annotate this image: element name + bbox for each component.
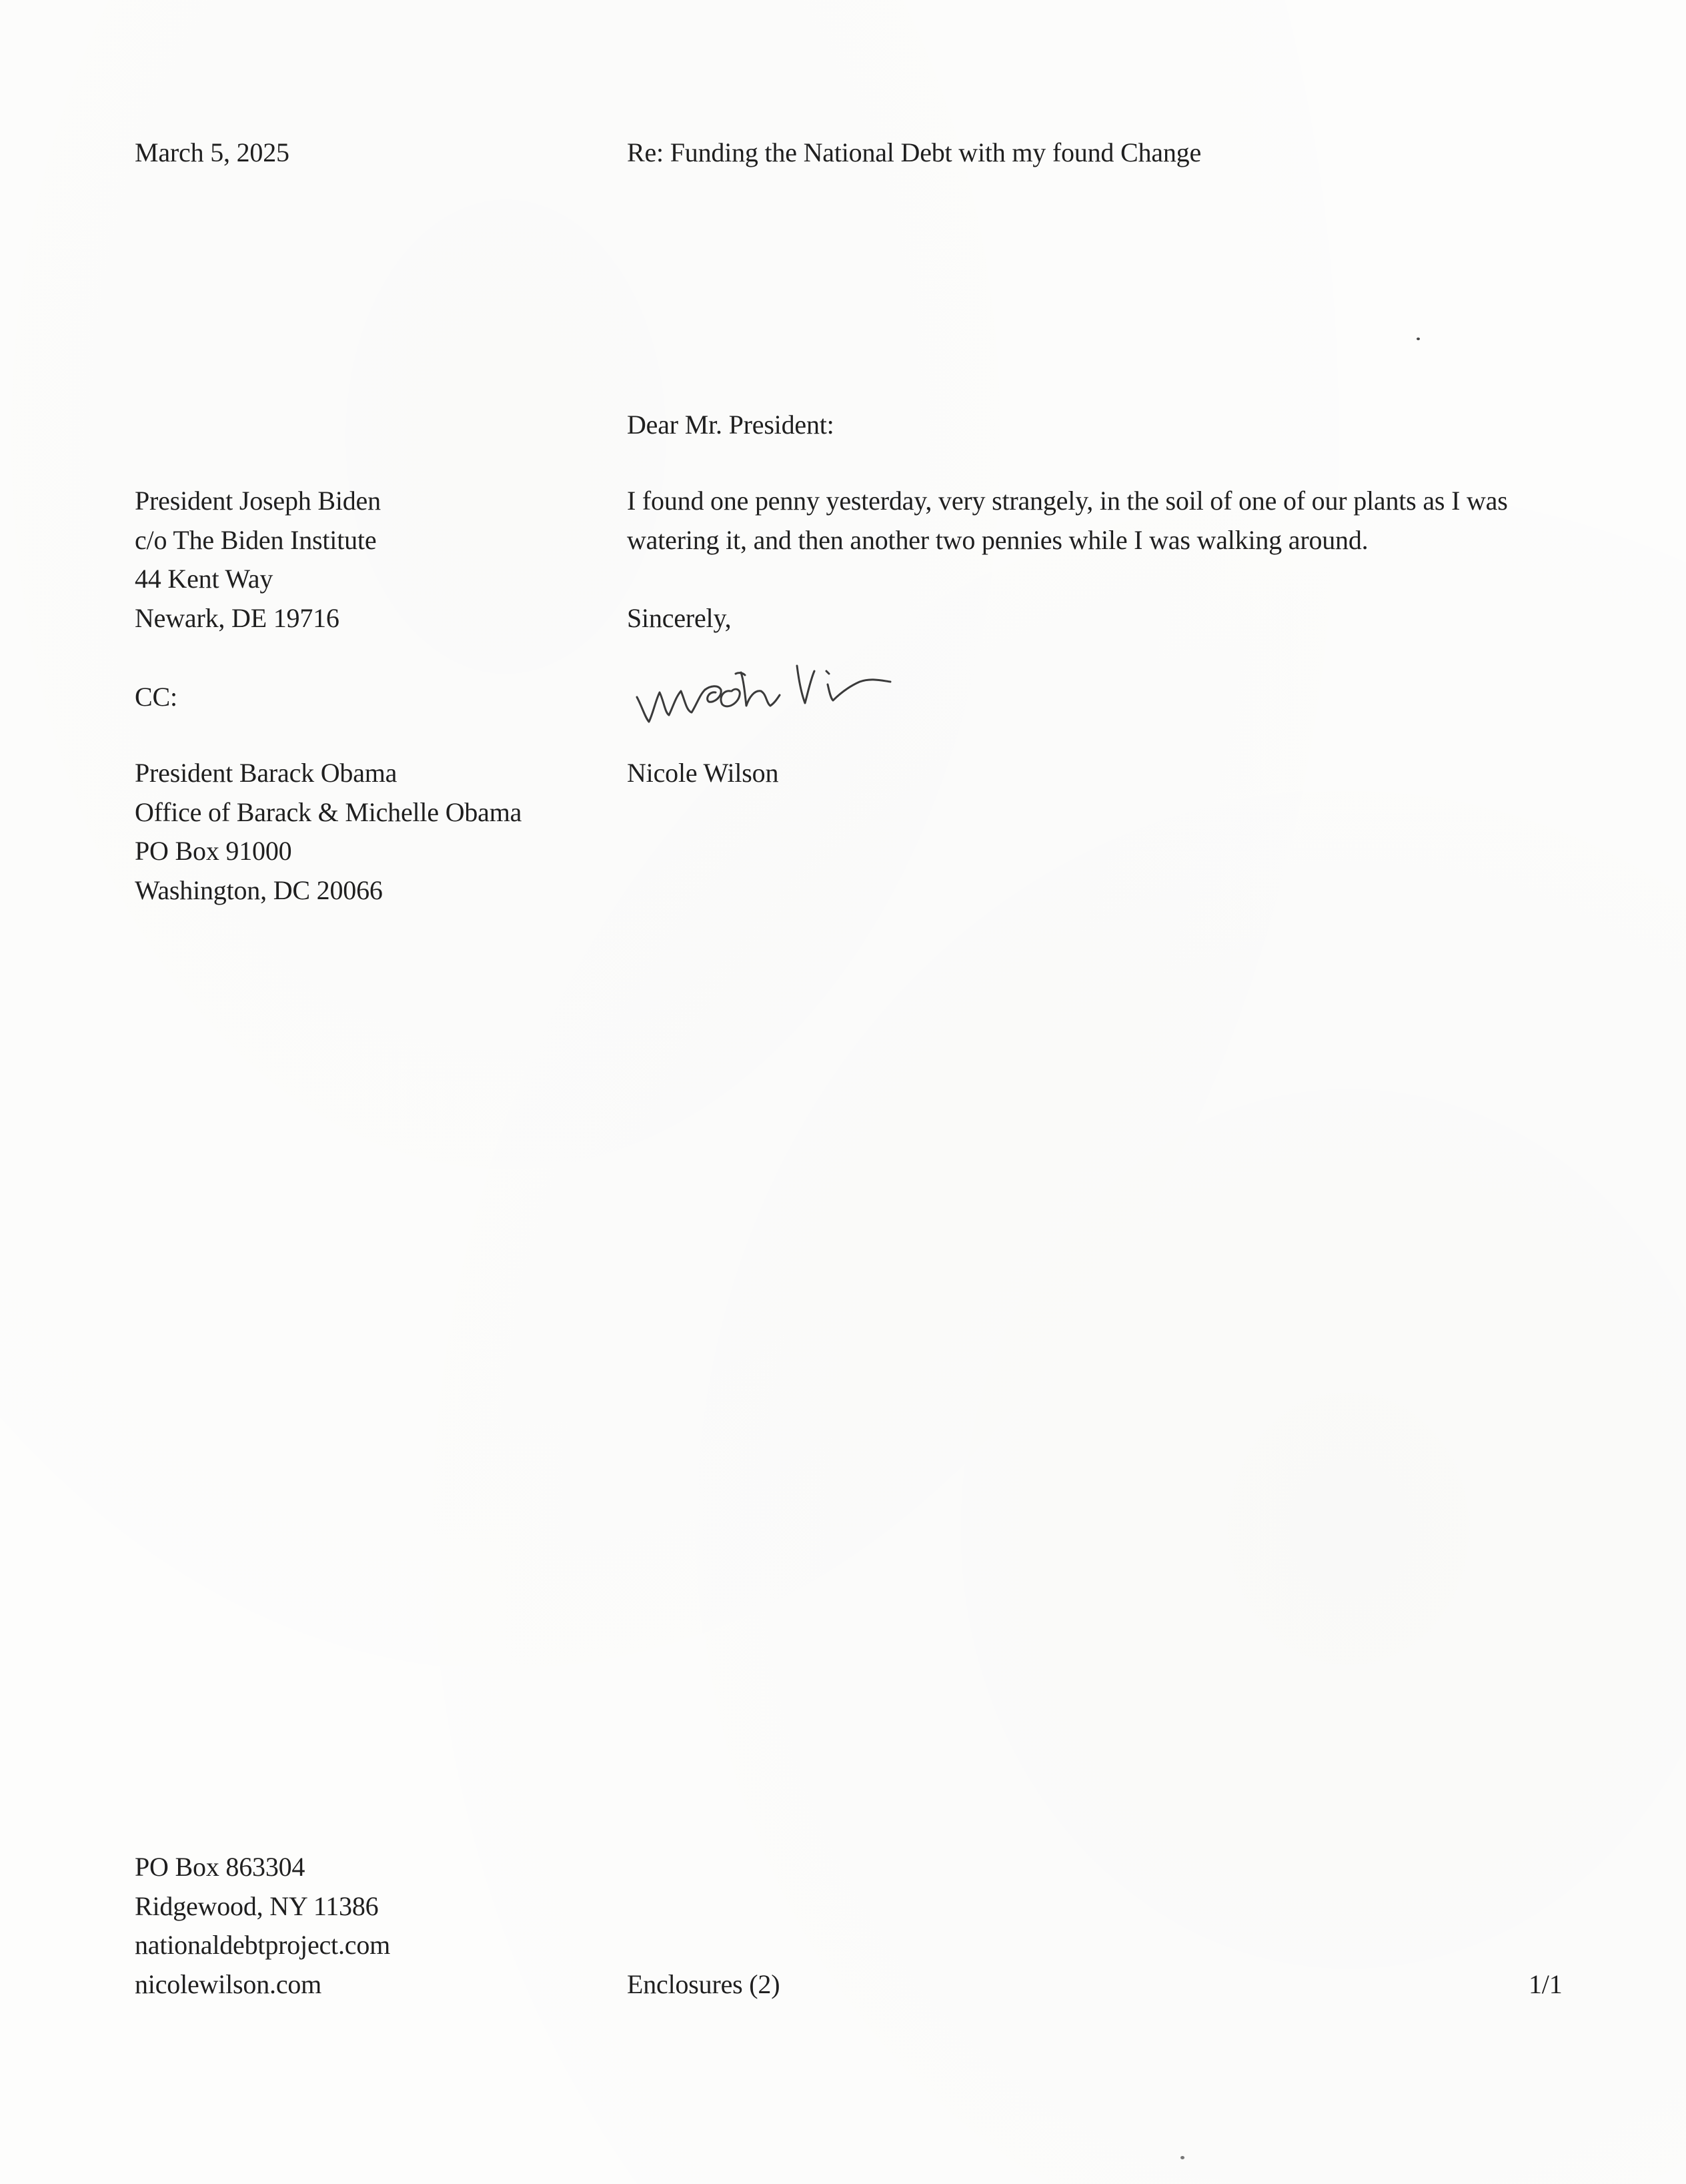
- recipient-line: Newark, DE 19716: [135, 602, 339, 633]
- sender-name: Nicole Wilson: [627, 758, 779, 788]
- paper-speck: [1417, 338, 1420, 340]
- cc-recipient-address: [135, 754, 522, 910]
- salutation: Dear Mr. President:: [627, 410, 834, 440]
- body-line: I found one penny yesterday, very strangely, in the soil of one of our plants as I was: [627, 486, 1508, 516]
- recipient-line: President Joseph Biden: [135, 486, 381, 516]
- paper-speck: [1180, 2156, 1184, 2159]
- cc-line: Washington, DC 20066: [135, 875, 383, 905]
- handwritten-signature: [630, 634, 937, 734]
- recipient-address: [135, 482, 381, 638]
- cc-line: PO Box 91000: [135, 836, 292, 866]
- sender-address-line: nationaldebtproject.com: [135, 1930, 391, 1960]
- enclosures-note: Enclosures (2): [627, 1969, 780, 1999]
- page-number: 1/1: [1529, 1969, 1563, 1999]
- letter-date: March 5, 2025: [135, 137, 289, 167]
- sender-address-line: Ridgewood, NY 11386: [135, 1890, 379, 1921]
- sender-address-line: PO Box 863304: [135, 1852, 305, 1882]
- cc-line: Office of Barack & Michelle Obama: [135, 796, 522, 827]
- letter-subject: Re: Funding the National Debt with my found Change: [627, 137, 1201, 167]
- cc-label: CC:: [135, 682, 177, 712]
- sender-address-line: nicolewilson.com: [135, 1969, 322, 1999]
- recipient-line: 44 Kent Way: [135, 564, 273, 594]
- cc-line: President Barack Obama: [135, 758, 397, 788]
- closing: Sincerely,: [627, 603, 732, 633]
- body-line: watering it, and then another two pennies while I was walking around.: [627, 524, 1369, 555]
- recipient-line: c/o The Biden Institute: [135, 524, 377, 555]
- letter-body: [627, 482, 1574, 560]
- sender-address: [135, 1848, 390, 2004]
